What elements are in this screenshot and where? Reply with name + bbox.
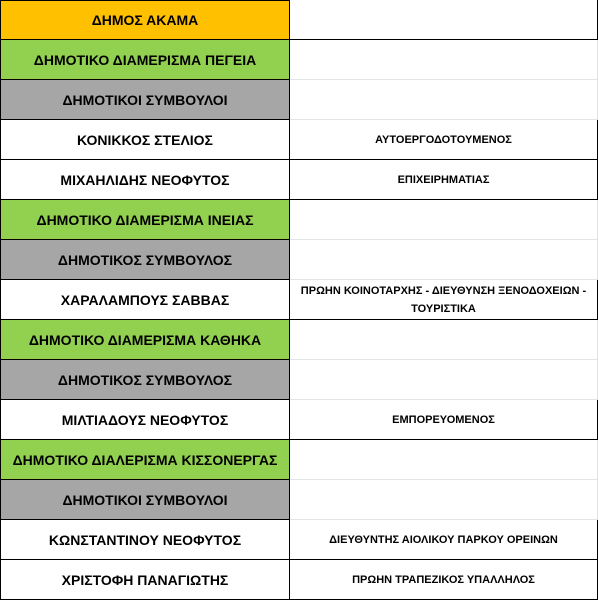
table-row [0,560,598,600]
table-row [0,200,598,240]
cell-person-name[interactable]: ΚΟΝΙΚΚΟΣ ΣΤΕΛΙΟΣ [0,120,290,160]
table-row [0,40,598,80]
table-row [0,520,598,560]
table-row [0,440,598,480]
cell-person-name[interactable]: ΧΡΙΣΤΟΦΗ ΠΑΝΑΓΙΩΤΗΣ [0,560,290,600]
cell-note[interactable] [290,0,598,40]
cell-note[interactable] [290,440,598,480]
table-row [0,480,598,520]
cell-note[interactable] [290,80,598,120]
table-row [0,160,598,200]
cell-person-name[interactable]: ΧΑΡΑΛΑΜΠΟΥΣ ΣΑΒΒΑΣ [0,280,290,320]
cell-section[interactable]: ΔΗΜΟΤΙΚΟ ΔΙΑΜΕΡΙΣΜΑ ΠΕΓΕΙΑ [0,40,290,80]
cell-section[interactable]: ΔΗΜΟΤΙΚΟ ΔΙΑΜΕΡΙΣΜΑ ΚΑΘΗΚΑ [0,320,290,360]
cell-occupation[interactable]: ΠΡΩΗΝ ΤΡΑΠΕΖΙΚΟΣ ΥΠΑΛΛΗΛΟΣ [290,560,598,600]
cell-note[interactable] [290,200,598,240]
cell-occupation[interactable]: ΔΙΕΥΘΥΝΤΗΣ ΑΙΟΛΙΚΟΥ ΠΑΡΚΟΥ ΟΡΕΙΝΩΝ [290,520,598,560]
cell-person-name[interactable]: ΚΩΝΣΤΑΝΤΙΝΟΥ ΝΕΟΦΥΤΟΣ [0,520,290,560]
cell-person-name[interactable]: ΜΙΛΤΙΑΔΟΥΣ ΝΕΟΦΥΤΟΣ [0,400,290,440]
cell-subheader[interactable]: ΔΗΜΟΤΙΚΟΣ ΣΥΜΒΟΥΛΟΣ [0,360,290,400]
cell-note[interactable] [290,240,598,280]
cell-note[interactable] [290,320,598,360]
table-row [0,240,598,280]
cell-person-name[interactable]: ΜΙΧΑΗΛΙΔΗΣ ΝΕΟΦΥΤΟΣ [0,160,290,200]
table-row [0,0,598,40]
cell-subheader[interactable]: ΔΗΜΟΤΙΚΟΙ ΣΥΜΒΟΥΛΟΙ [0,80,290,120]
cell-title[interactable]: ΔΗΜΟΣ ΑΚΑΜΑ [0,0,290,40]
cell-note[interactable] [290,40,598,80]
cell-note[interactable] [290,480,598,520]
cell-section[interactable]: ΔΗΜΟΤΙΚΟ ΔΙΑΜΕΡΙΣΜΑ ΙΝΕΙΑΣ [0,200,290,240]
cell-occupation[interactable]: ΑΥΤΟΕΡΓΟΔΟΤΟΥΜΕΝΟΣ [290,120,598,160]
table-row [0,400,598,440]
table-row [0,120,598,160]
cell-subheader[interactable]: ΔΗΜΟΤΙΚΟΙ ΣΥΜΒΟΥΛΟΙ [0,480,290,520]
cell-section[interactable]: ΔΗΜΟΤΙΚΟ ΔΙΑΛΕΡΙΣΜΑ ΚΙΣΣΟΝΕΡΓΑΣ [0,440,290,480]
table-row [0,80,598,120]
table-row [0,320,598,360]
table-row [0,360,598,400]
table-row [0,280,598,320]
cell-occupation[interactable]: ΕΜΠΟΡΕΥΟΜΕΝΟΣ [290,400,598,440]
cell-note[interactable] [290,360,598,400]
cell-occupation[interactable]: ΕΠΙΧΕΙΡΗΜΑΤΙΑΣ [290,160,598,200]
cell-subheader[interactable]: ΔΗΜΟΤΙΚΟΣ ΣΥΜΒΟΥΛΟΣ [0,240,290,280]
cell-occupation[interactable]: ΠΡΩΗΝ ΚΟΙΝΟΤΑΡΧΗΣ - ΔΙΕΥΘΥΝΣΗ ΞΕΝΟΔΟΧΕΙΩΝ - ΤΟΥΡΙΣΤΙΚΑ [290,280,598,320]
